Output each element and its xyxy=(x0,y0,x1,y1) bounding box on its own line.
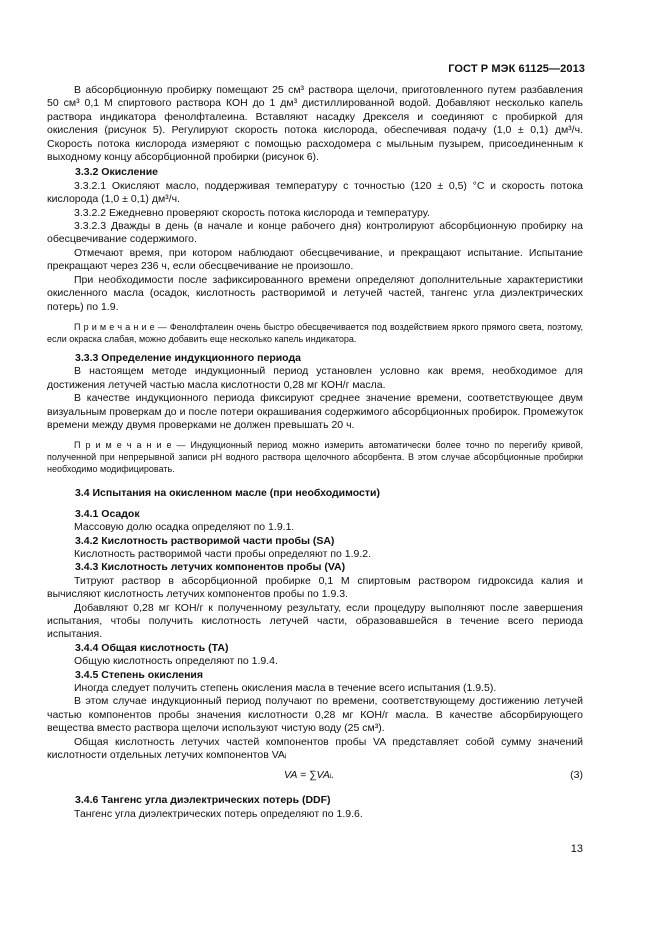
section-heading-3-4-5: 3.4.5 Степень окисления xyxy=(75,668,203,681)
section-heading-3-4-3: 3.4.3 Кислотность летучих компонентов пробы (VA) xyxy=(75,561,346,574)
formula-number: (3) xyxy=(570,769,583,782)
paragraph-3-3-2-3: 3.3.2.3 Дважды в день (в начале и конце рабочего дня) контролируют абсорбционную пробирку на обесцвечивание содержимого. xyxy=(47,220,583,246)
paragraph-sediment: Массовую долю осадка определяют по 1.9.1. xyxy=(74,521,295,534)
section-heading-3-3-3: 3.3.3 Определение индукционного периода xyxy=(75,351,301,364)
paragraph-3-3-2-2: 3.3.2.2 Ежедневно проверяют скорость потока кислорода и температуру. xyxy=(74,206,430,219)
note-induction-ph: П р и м е ч а н и е — Индукционный период можно измерить автоматически более точно по перегибу кривой, полученной при непрерывной записи рН водного раствора щелочного абсорбента. В этом случае абсорбционные пробирки необходимо модифицировать. xyxy=(47,440,583,475)
formula-va-sum: VA = ∑VAᵢ. xyxy=(284,769,335,782)
section-heading-3-4-1: 3.4.1 Осадок xyxy=(75,507,140,520)
document-body xyxy=(47,84,583,821)
paragraph-ddf: Тангенс угла диэлектрических потерь определяют по 1.9.6. xyxy=(74,807,363,820)
section-heading-3-4-4: 3.4.4 Общая кислотность (ТА) xyxy=(75,641,229,654)
note-phenolphthalein: П р и м е ч а н и е — Фенолфталеин очень быстро обесцвечивается под воздействием яркого прямого света, поэтому, если окраска слабая, можно добавить еще несколько капель индикатора. xyxy=(47,321,583,344)
section-heading-3-3-2: 3.3.2 Окисление xyxy=(75,166,158,179)
paragraph-oxidation-degree: Иногда следует получить степень окисления масла в течение всего испытания (1.9.5). xyxy=(74,682,497,695)
paragraph-induction-average: В качестве индукционного периода фиксируют среднее значение времени, соответствующее двум визуальным проверкам до и после потери окрашивания содержимого абсорбционных пробирок. Промежуток времени между двумя проверками не должен превышать 20 ч. xyxy=(47,392,583,431)
paragraph-volatile-sum: Общая кислотность летучих частей компонентов пробы VA представляет собой сумму значений кислотности отдельных летучих компонентов VAᵢ xyxy=(47,735,583,762)
paragraph-soluble-acidity: Кислотность растворимой части пробы определяют по 1.9.2. xyxy=(74,547,372,560)
section-heading-3-4-6: 3.4.6 Тангенс угла диэлектрических потерь (DDF) xyxy=(75,794,331,807)
intro-paragraph: В абсорбционную пробирку помещают 25 см³ раствора щелочи, приготовленного путем разбавления 50 см³ 0,1 М спиртового раствора КОН до 1 дм³ дистиллированной водой. Добавляют несколько капель раствора индикатора фенолфталеина. Вставляют насадку Дрекселя и соединяют с пробиркой для окисления (рисунок 5). Регулируют скорость потока кислорода, обеспечивая подачу (1,0 ± 0,1) дм³/ч. Скорость потока кислорода измеряют с помощью расходомера с мыльным пузырем, присоединенным к выходному концу абсорбционной пробирки (рисунок 6). xyxy=(47,84,583,164)
section-heading-3-4: 3.4 Испытания на окисленном масле (при необходимости) xyxy=(75,487,380,500)
paragraph-volatile-addition: Добавляют 0,28 мг КОН/г к полученному результату, если процедуру выполняют после завершения испытания, чтобы получить кислотность летучей части, образовавшейся в течение всего периода испытания. xyxy=(47,601,583,641)
section-heading-3-4-2: 3.4.2 Кислотность растворимой части пробы (SA) xyxy=(75,534,335,547)
paragraph-3-3-2-1: 3.3.2.1 Окисляют масло, поддерживая температуру с точностью (120 ± 0,5) °С и скорость потока кислорода (1,0 ± 0,1) дм³/ч. xyxy=(47,179,583,206)
paragraph-induction-water: В этом случае индукционный период получают по времени, соответствующему достижению летучей частью компонентов пробы значения кислотности 0,28 мг КОН/г масла. В качестве абсорбирующего вещества вместо раствора щелочи используют чистую воду (25 см³). xyxy=(47,695,583,735)
page-number: 13 xyxy=(570,843,583,855)
paragraph-volatile-titration: Титруют раствор в абсорбционной пробирке 0,1 М спиртовым раствором гидроксида калия и вычисляют кислотность летучих компонентов пробы по 1.9.3. xyxy=(47,574,583,601)
standard-header: ГОСТ Р МЭК 61125—2013 xyxy=(448,63,585,75)
paragraph-stop-test: Отмечают время, при котором наблюдают обесцвечивание, и прекращают испытание. Испытание прекращают через 236 ч, если обесцвечивание не произошло. xyxy=(47,246,583,273)
paragraph-induction-definition: В настоящем методе индукционный период установлен условно как время, необходимое для достижения летучей частью масла кислотности 0,28 мг КОН/г масла. xyxy=(47,365,583,391)
paragraph-total-acidity: Общую кислотность определяют по 1.9.4. xyxy=(74,655,278,668)
paragraph-additional-properties: При необходимости после зафиксированного времени определяют дополнительные характеристики окисленного масла (осадок, кислотность растворимой и летучей частей, тангенс угла диэлектрических потерь) по 1.9. xyxy=(47,273,583,313)
formula-row xyxy=(47,765,583,789)
